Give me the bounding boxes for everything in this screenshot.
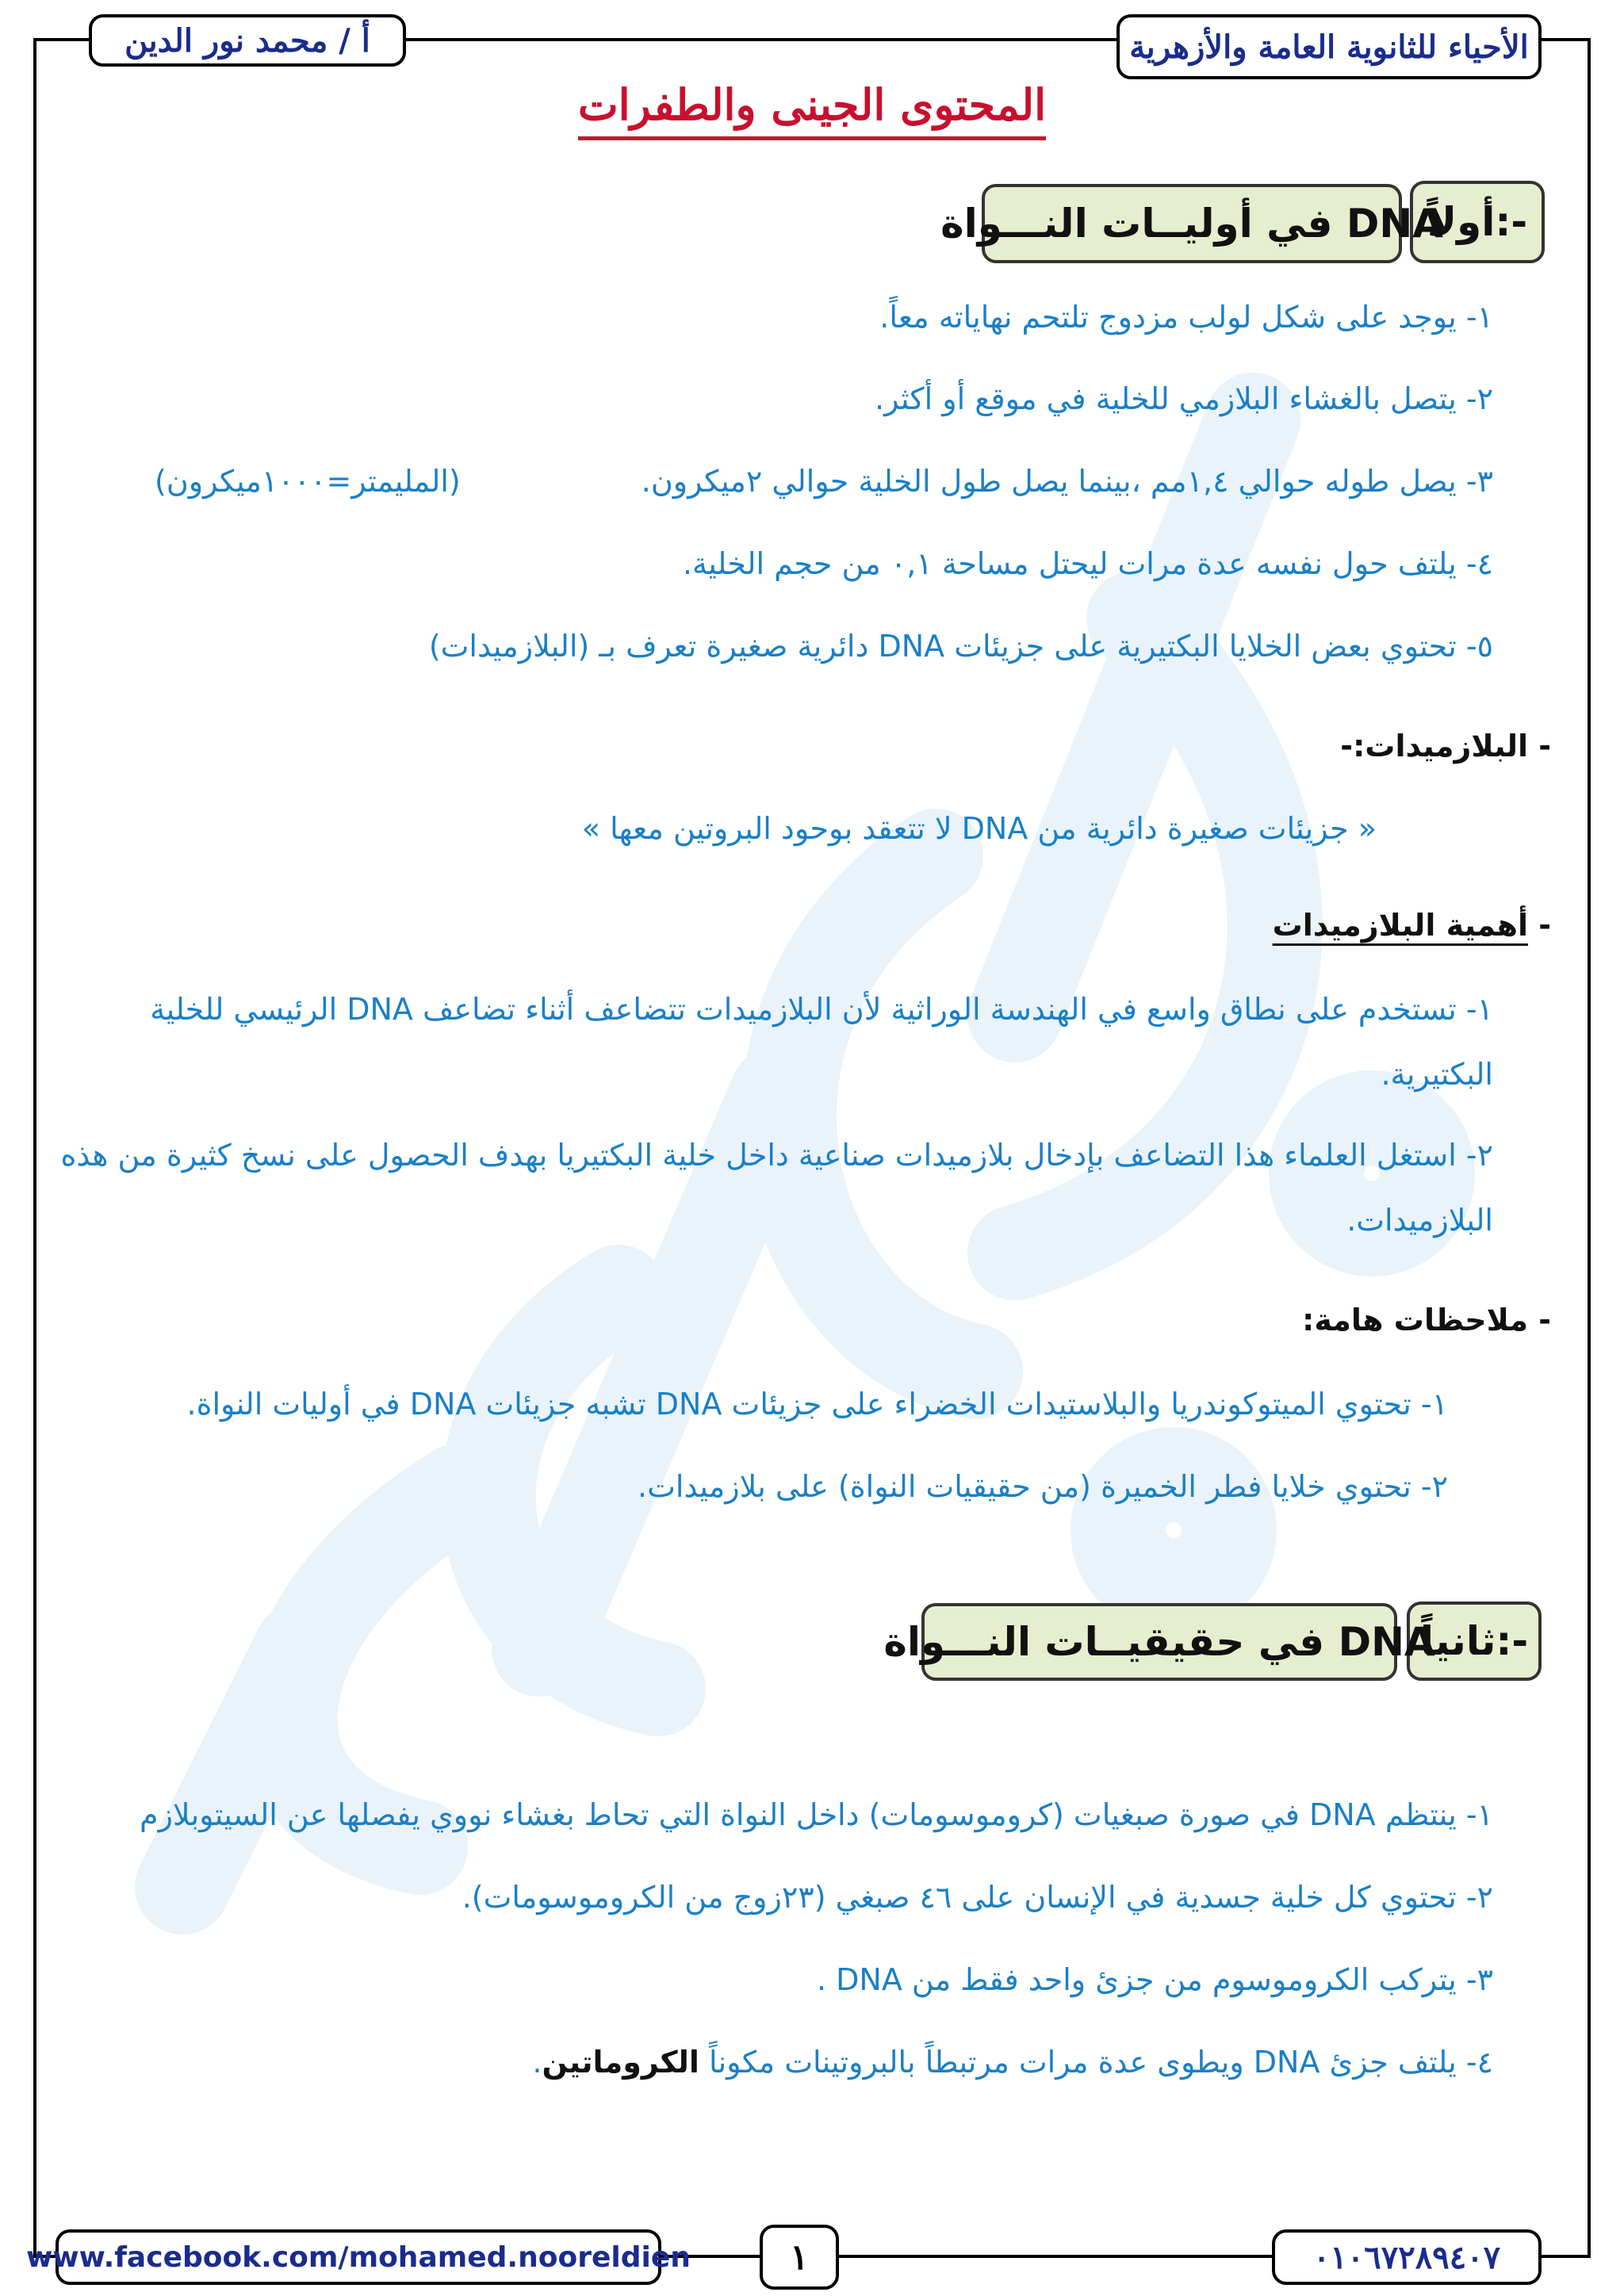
phone-number: ٠١٠٦٧٢٨٩٤٠٧ bbox=[1312, 2238, 1501, 2276]
section1-heading-box bbox=[940, 184, 1443, 263]
section1-item-2: ٢- يتصل بالغشاء البلازمي للخلية في موقع أو أكثر. bbox=[875, 381, 1493, 416]
importance-heading-text: أهمية البلازميدات bbox=[1272, 908, 1528, 943]
section2-heading: DNA في حقيقيــات النـــواة bbox=[883, 1619, 1435, 1665]
teacher-name-box bbox=[89, 14, 406, 67]
section2-item-2: ٢- تحتوي كل خلية جسدية في الإنسان على ٤٦ صبغي (٢٣زوج من الكروموسومات). bbox=[462, 1880, 1493, 1915]
plasmids-definition: « جزيئات صغيرة دائرية من DNA لا تتعقد بوحود البروتين معها » bbox=[581, 811, 1377, 846]
school-name: الأحياء للثانوية العامة والأزهرية bbox=[1129, 28, 1529, 66]
page-number: ١ bbox=[790, 2237, 809, 2278]
notes-item-1: ١- تحتوي الميتوكوندريا والبلاستيدات الخضراء على جزيئات DNA تشبه جزيئات DNA في أوليات النواة. bbox=[186, 1387, 1448, 1422]
facebook-link[interactable] bbox=[26, 2229, 691, 2285]
notes-heading: - ملاحظات هامة: bbox=[1302, 1303, 1551, 1337]
section1-heading: DNA في أوليــات النـــواة bbox=[940, 201, 1443, 247]
notes-item-2: ٢- تحتوي خلايا فطر الخميرة (من حقيقيات النواة) على بلازميدات. bbox=[638, 1469, 1448, 1504]
importance-item-2-cont: البلازميدات. bbox=[1346, 1203, 1493, 1238]
section2-heading-box bbox=[883, 1603, 1435, 1681]
frame-right bbox=[1588, 38, 1591, 2258]
section2-item-4: ٤- يلتف جزئ DNA ويطوى عدة مرات مرتبطاً بالبروتينات مكوناً الكروماتين. bbox=[532, 2045, 1493, 2080]
importance-item-1: ١- تستخدم على نطاق واسع في الهندسة الوراثية لأن البلازميدات تتضاعف أثناء تضاعف DNA الرئيسي للخلية bbox=[150, 992, 1493, 1027]
importance-item-1-cont: البكتيرية. bbox=[1381, 1057, 1493, 1092]
importance-item-2: ٢- استغل العلماء هذا التضاعف بإدخال بلازميدات صناعية داخل خلية البكتيريا بهدف الحصول على نسخ كثيرة من هذه bbox=[60, 1138, 1493, 1173]
frame-top-left bbox=[33, 38, 89, 41]
frame-bottom-right bbox=[1538, 2255, 1591, 2258]
teacher-name: أ / محمد نور الدين bbox=[124, 21, 370, 59]
frame-top-middle bbox=[404, 38, 1116, 41]
plasmids-heading: - البلازميدات:- bbox=[1340, 729, 1551, 763]
section2-item-1: ١- ينتظم DNA في صورة صبغيات (كروموسومات) داخل النواة التي تحاط بغشاء نووي يفصلها عن السيتوبلازم bbox=[140, 1797, 1493, 1832]
facebook-url: www.facebook.com/mohamed.nooreldien bbox=[26, 2241, 691, 2274]
page-title: المحتوى الجينى والطفرات bbox=[0, 79, 1624, 130]
page-number-box bbox=[760, 2225, 839, 2290]
section1-item-3-note: (المليمتر=١٠٠٠ميكرون) bbox=[155, 464, 461, 499]
frame-left bbox=[33, 38, 36, 2258]
section2-label: ثانياً:- bbox=[1419, 1618, 1529, 1664]
importance-heading: - أهمية البلازميدات bbox=[1272, 908, 1551, 943]
chromatin-term: الكروماتين bbox=[542, 2045, 699, 2080]
section1-item-4: ٤- يلتف حول نفسه عدة مرات ليحتل مساحة ٠,١ من حجم الخلية. bbox=[682, 546, 1493, 581]
school-name-box bbox=[1116, 14, 1542, 79]
section2-item-3: ٣- يتركب الكروموسوم من جزئ واحد فقط من DNA . bbox=[816, 1962, 1493, 1997]
section1-item-5: ٥- تحتوي بعض الخلايا البكتيرية على جزيئات DNA دائرية صغيرة تعرف بـ (البلازميدات) bbox=[428, 629, 1493, 664]
frame-bottom-mid2 bbox=[837, 2255, 1274, 2258]
phone-box bbox=[1272, 2229, 1542, 2285]
section1-item-1: ١- يوجد على شكل لولب مزدوج تلتحم نهاياته معاً. bbox=[879, 300, 1493, 335]
section1-label: أولاً:- bbox=[1427, 199, 1528, 245]
frame-top-right bbox=[1538, 38, 1591, 41]
section1-item-3: ٣- يصل طوله حوالي ١,٤مم ،بينما يصل طول الخلية حوالي ٢ميكرون. bbox=[641, 464, 1493, 499]
